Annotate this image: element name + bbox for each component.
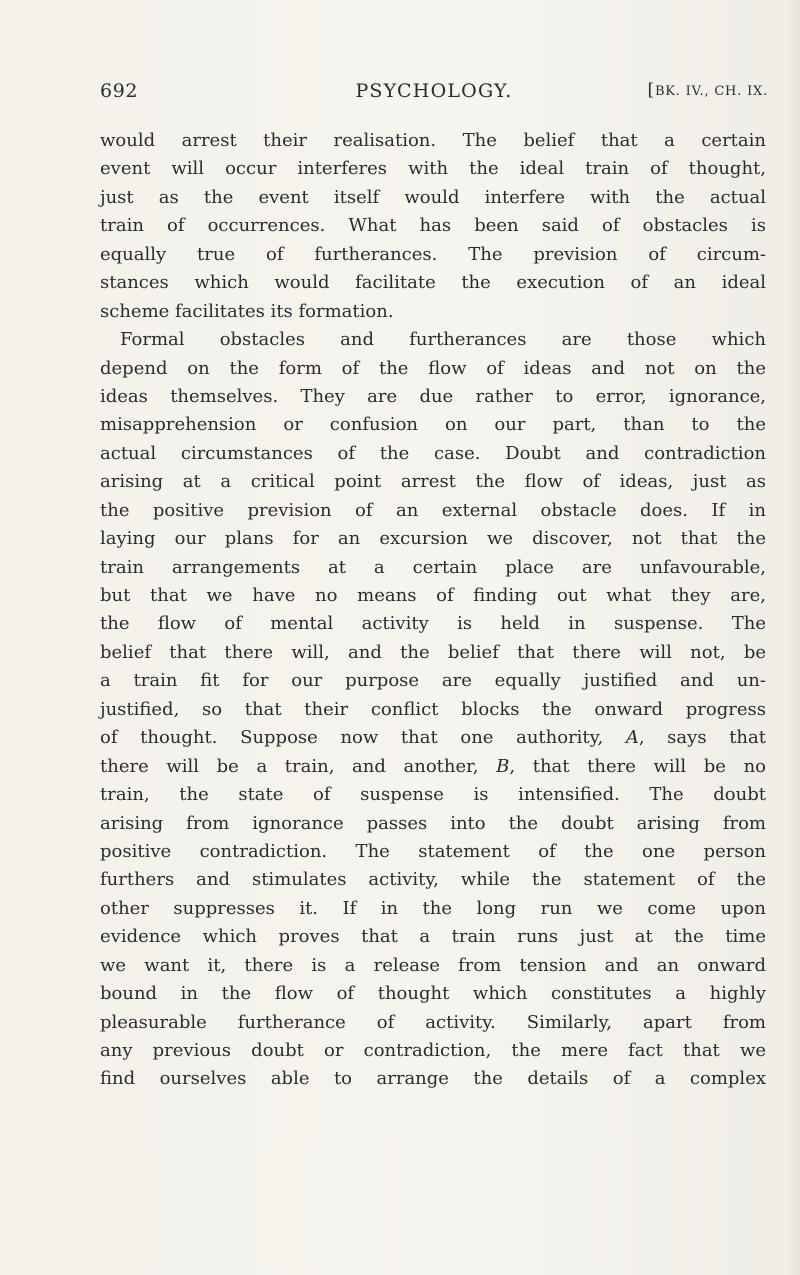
text-line: equally true of furtherances. The prevision of circum- (100, 243, 766, 265)
text-line-with-variable (100, 753, 766, 781)
text-line: laying our plans for an excursion we discover, not that the (100, 528, 766, 550)
text-line: scheme facilitates its formation. (100, 300, 394, 322)
text-line: evidence which proves that a train runs just at the time (100, 926, 766, 948)
text-line: arising from ignorance passes into the doubt arising from (100, 812, 766, 834)
text-line: other suppresses it. If in the long run we come upon (100, 897, 766, 919)
text-line: misapprehension or confusion on our part, than to the (100, 414, 766, 436)
text-line: pleasurable furtherance of activity. Similarly, apart from (100, 1011, 766, 1033)
text-line: we want it, there is a release from tension and an onward (100, 954, 766, 976)
text-line: but that we have no means of finding out what they are, (100, 585, 766, 606)
text-line: bound in the flow of thought which constitutes a highly (100, 983, 766, 1005)
section-book-chapter: BK. IV., CH. IX. (654, 84, 768, 99)
text-line: stances which would facilitate the execution of an ideal (100, 272, 766, 294)
paragraph-start-line: Formal obstacles and furtherances are those which (120, 329, 766, 351)
text-line: train, the state of suspense is intensified. The doubt (100, 784, 766, 806)
running-header (100, 80, 768, 116)
text-segment: , that there will be no (509, 755, 766, 777)
text-line: the positive prevision of an external obstacle does. If in (100, 499, 766, 521)
text-line: arising at a critical point arrest the flow of ideas, just as (100, 471, 766, 493)
text-line-with-variable (100, 724, 766, 752)
section-bracket: [ (647, 80, 655, 100)
text-line: actual circumstances of the case. Doubt and contradiction (100, 442, 766, 464)
text-line: a train fit for our purpose are equally justified and un- (100, 670, 766, 692)
text-segment: , says that (638, 727, 766, 749)
page-number: 692 (100, 80, 139, 102)
section-reference (648, 80, 769, 100)
body-text (100, 127, 766, 1094)
text-line: depend on the form of the flow of ideas and not on the (100, 357, 766, 379)
running-title: PSYCHOLOGY. (355, 80, 513, 102)
text-line: train arrangements at a certain place are unfavourable, (100, 556, 766, 578)
text-segment: there will be a train, and another, (100, 755, 497, 777)
variable-a: A (625, 727, 639, 749)
variable-b: B (496, 755, 510, 777)
text-line: train of occurrences. What has been said of obstacles is (100, 215, 766, 237)
text-line: event will occur interferes with the ideal train of thought, (100, 158, 766, 180)
text-line: the flow of mental activity is held in suspense. The (100, 613, 766, 635)
text-line: justified, so that their conflict blocks the onward progress (100, 698, 766, 720)
text-line: any previous doubt or contradiction, the mere fact that we (100, 1040, 766, 1061)
text-line: would arrest their realisation. The belief that a certain (100, 130, 766, 151)
page-edge-shadow (786, 0, 800, 1275)
text-line: find ourselves able to arrange the details of a complex (100, 1068, 766, 1090)
text-line: furthers and stimulates activity, while the statement of the (100, 869, 766, 891)
text-line: ideas themselves. They are due rather to error, ignorance, (100, 385, 766, 407)
text-line: just as the event itself would interfere with the actual (100, 186, 766, 208)
text-line: belief that there will, and the belief that there will not, be (100, 641, 766, 663)
text-segment: of thought. Suppose now that one authority, (100, 727, 626, 749)
text-line: positive contradiction. The statement of the one person (100, 840, 766, 862)
